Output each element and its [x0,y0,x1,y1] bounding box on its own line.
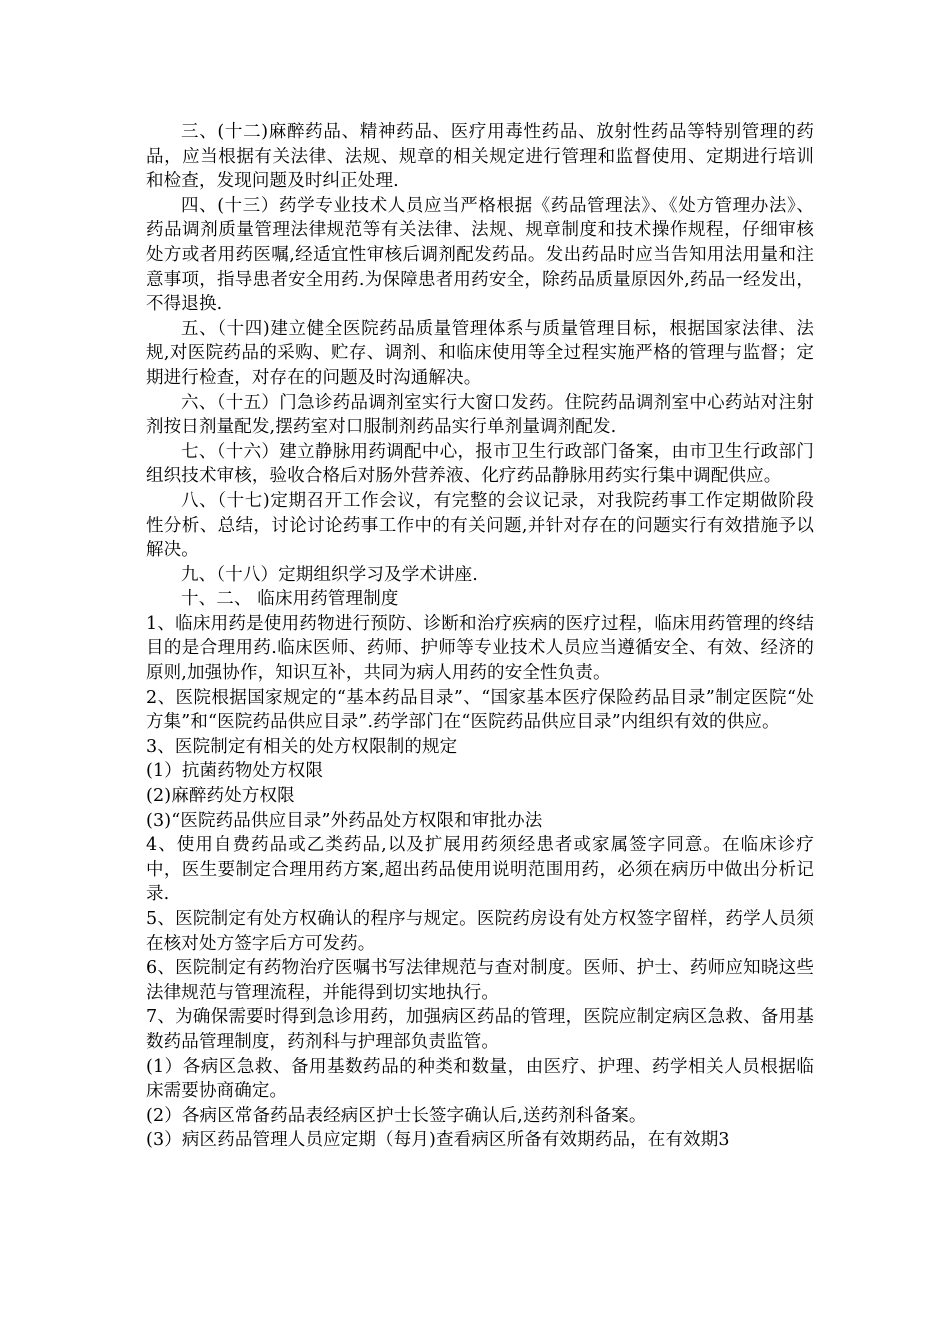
paragraph: 3、医院制定有相关的处方权限制的规定 [146,736,458,757]
paragraph: 2、医院根据国家规定的“基本药品目录”、“国家基本医疗保险药品目录”制定医院“处方集”和“医院药品供应目录”.药学部门在“医院药品供应目录”内组织有效的供应。 [146,687,814,733]
paragraph: (1）各病区急救、备用基数药品的种类和数量，由医疗、护理、药学相关人员根据临床需要协商确定。 [146,1056,814,1102]
section-heading: 十、二、 临床用药管理制度 [181,589,399,610]
paragraph: 5、医院制定有处方权确认的程序与规定。医院药房设有处方权签字留样，药学人员须在核对处方签字后方可发药。 [146,909,814,954]
document-body [146,120,814,1153]
paragraph: (2)麻醉药处方权限 [146,786,295,807]
paragraph: 7、为确保需要时得到急诊用药，加强病区药品的管理，医院应制定病区急救、备用基数药品管理制度，药剂科与护理部负责监管。 [146,1007,814,1052]
paragraph: (2）各病区常备药品表经病区护士长签字确认后,送药剂科备案。 [146,1105,647,1126]
paragraph: 1、临床用药是使用药物进行预防、诊断和治疗疾病的医疗过程，临床用药管理的终结目的是合理用药.临床医师、药师、护师等专业技术人员应当遵循安全、有效、经济的原则,加强协作，知识互补，共同为病人用药的安全性负责。 [146,613,814,684]
paragraph: (3)“医院药品供应目录”外药品处方权限和审批办法 [146,810,543,831]
paragraph: 4、使用自费药品或乙类药品,以及扩展用药须经患者或家属签字同意。在临床诊疗中，医生要制定合理用药方案,超出药品使用说明范围用药，必须在病历中做出分析记录. [146,835,814,905]
paragraph: 四、(十三）药学专业技术人员应当严格根据《药品管理法》、《处方管理办法》、药品调剂质量管理法律规范等有关法律、法规、规章制度和技术操作规程，仔细审核处方或者用药医嘱,经适宜性审核后调剂配发药品。发出药品时应当告知用法用量和注意事项，指导患者安全用药.为保障患者用药安全，除药品质量原因外,药品一经发出，不得退换. [146,195,814,315]
paragraph: 九、（十八）定期组织学习及学术讲座. [181,564,479,585]
paragraph: (3）病区药品管理人员应定期（每月)查看病区所备有效期药品，在有效期3 [146,1130,730,1151]
paragraph: (1）抗菌药物处方权限 [146,761,324,782]
paragraph: 六、（十五）门急诊药品调剂室实行大窗口发药。住院药品调剂室中心药站对注射剂按日剂量配发,摆药室对口服制剂药品实行单剂量调剂配发. [146,392,814,438]
paragraph: 五、（十四)建立健全医院药品质量管理体系与质量管理目标，根据国家法律、法规,对医院药品的采购、贮存、调剂、和临床使用等全过程实施严格的管理与监督；定期进行检查，对存在的问题及时沟通解决。 [146,318,814,388]
paragraph: 三、(十二)麻醉药品、精神药品、医疗用毒性药品、放射性药品等特别管理的药品，应当根据有关法律、法规、规章的相关规定进行管理和监督使用、定期进行培训和检查，发现问题及时纠正处理. [146,122,814,192]
paragraph: 6、医院制定有药物治疗医嘱书写法律规范与查对制度。医师、护士、药师应知晓这些法律规范与管理流程，并能得到切实地执行。 [146,958,814,1003]
paragraph: 七、（十六）建立静脉用药调配中心，报市卫生行政部门备案，由市卫生行政部门组织技术审核，验收合格后对肠外营养液、化疗药品静脉用药实行集中调配供应。 [146,441,814,487]
paragraph: 八、（十七)定期召开工作会议，有完整的会议记录，对我院药事工作定期做阶段性分析、总结，讨论讨论药事工作中的有关问题,并针对存在的问题实行有效措施予以解决。 [146,490,814,561]
